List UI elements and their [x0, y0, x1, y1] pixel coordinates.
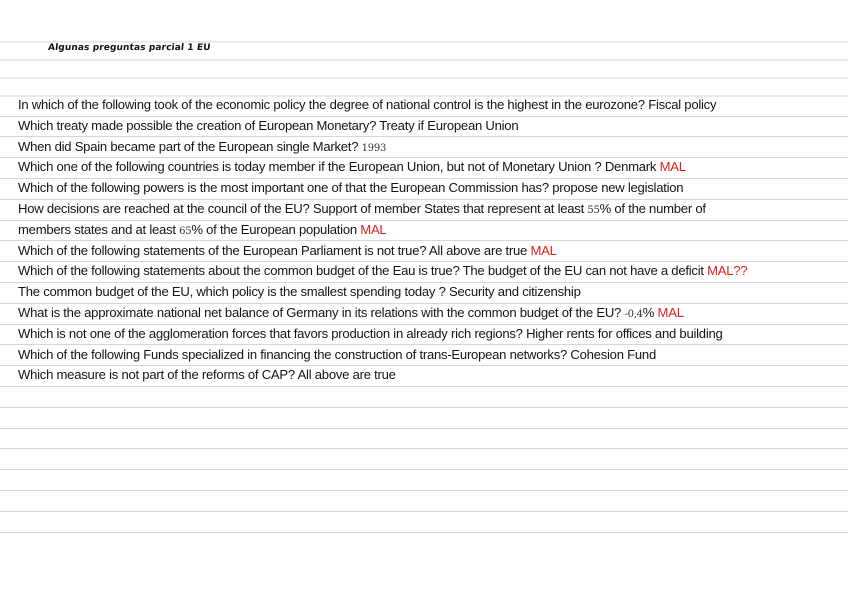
wrong-answer-mark: MAL — [530, 242, 557, 258]
wrong-answer-mark: MAL — [657, 304, 684, 320]
question-line — [18, 157, 838, 178]
question-text: Which of the following statements about the common budget of the Eau is true? The budget of the EU can not have a deficit — [18, 263, 708, 279]
question-text: Which of the following powers is the most important one of that the European Commission has? propose new legislation — [18, 180, 684, 196]
question-text: Which measure is not part of the reforms of CAP? All above are true — [18, 367, 396, 383]
question-line — [18, 241, 838, 262]
question-text: Which of the following statements of the European Parliament is not true? All above are true — [18, 242, 531, 258]
question-line — [18, 137, 838, 158]
question-line — [18, 324, 838, 345]
wrong-answer-mark: MAL — [659, 159, 686, 175]
question-number: -0,4 — [624, 308, 643, 320]
question-line — [18, 365, 838, 386]
question-number: 55 — [587, 204, 600, 216]
question-text: Which one of the following countries is today member if the European Union, but not of Monetary Union ? Denmark — [18, 159, 660, 175]
question-text: Which treaty made possible the creation of European Monetary? Treaty if European Union — [18, 117, 519, 133]
question-line — [18, 303, 838, 324]
question-text-after: % of the European population — [191, 221, 361, 237]
question-text: Which of the following Funds specialized in financing the construction of trans-European networks? Cohesion Fund — [18, 346, 656, 362]
question-line — [18, 95, 838, 116]
question-line — [18, 345, 838, 366]
question-text: How decisions are reached at the council of the EU? Support of member States that represent at least — [18, 200, 588, 216]
question-line — [18, 261, 838, 282]
question-number: 1993 — [361, 142, 387, 154]
question-text: What is the approximate national net balance of Germany in its relations with the common budget of the EU? — [18, 304, 625, 320]
page-title: Algunas preguntas parcial 1 EU — [47, 43, 212, 53]
question-text-after: % of the number of — [599, 200, 706, 216]
question-text: The common budget of the EU, which policy is the smallest spending today ? Security and citizenship — [18, 284, 581, 300]
question-line — [18, 199, 838, 220]
question-text: members states and at least — [18, 221, 180, 237]
question-line — [18, 178, 838, 199]
question-text: Which is not one of the agglomeration forces that favors production in already rich regions? Higher rents for offices and building — [18, 325, 723, 341]
question-text: When did Spain became part of the European single Market? — [18, 138, 362, 154]
question-number: 65 — [179, 225, 192, 237]
wrong-answer-mark: MAL?? — [707, 263, 748, 279]
question-line — [18, 282, 838, 303]
question-text-after: % — [642, 304, 658, 320]
wrong-answer-mark: MAL — [360, 221, 387, 237]
question-line — [18, 116, 838, 137]
question-line — [18, 220, 838, 241]
question-list — [18, 95, 838, 386]
question-text: In which of the following took of the economic policy the degree of national control is the highest in the eurozone? Fiscal policy — [18, 97, 717, 112]
